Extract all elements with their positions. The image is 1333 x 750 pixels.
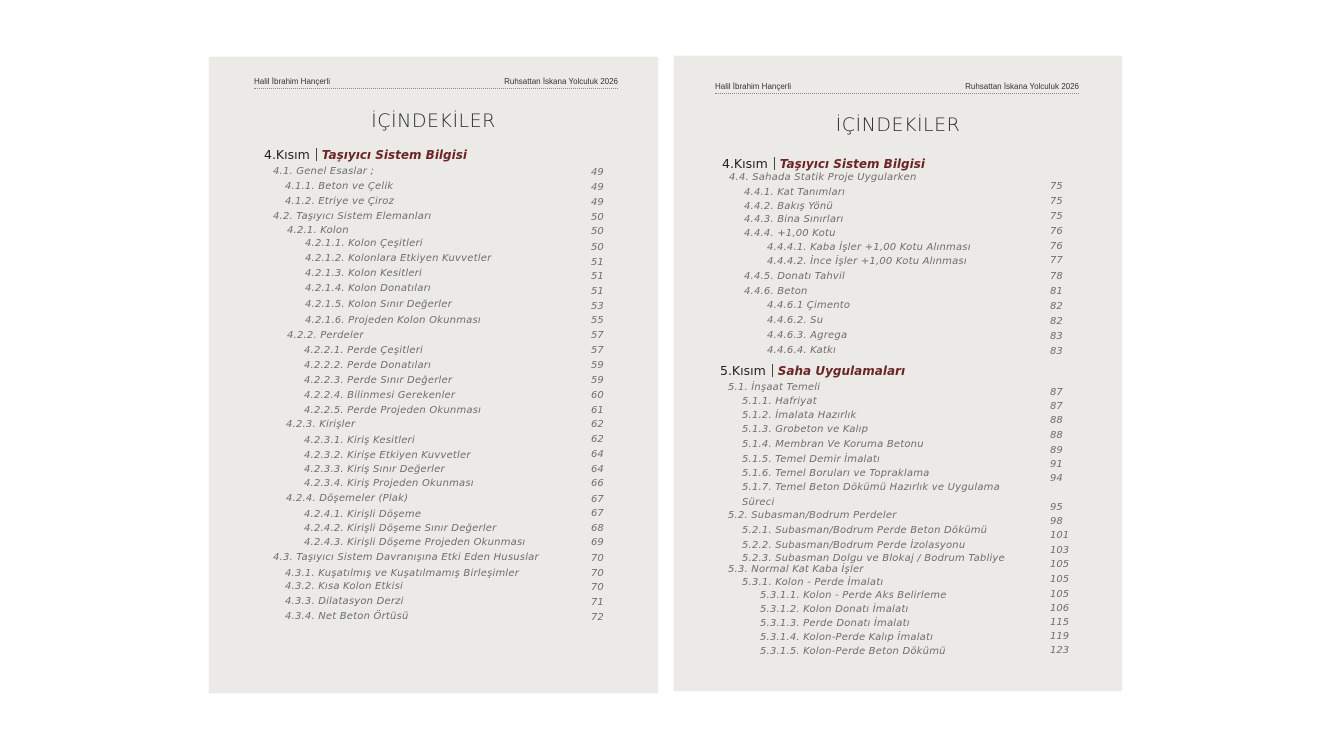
toc-entry: 4.4.6. Beton [744,286,808,297]
toc-page-number: 64 [591,449,604,460]
toc-entry: 4.2.2. Perdeler [287,330,364,341]
toc-page-number: 70 [591,582,604,593]
toc-entry: 5.1.1. Hafriyat [742,396,817,407]
toc-entry: 4.2.3.4. Kiriş Projeden Okunması [304,478,474,489]
toc-entry: 4.2.1.2. Kolonlara Etkiyen Kuvvetler [305,253,492,264]
part-heading [720,363,905,378]
toc-page-number: 49 [591,197,604,208]
toc-page-number: 115 [1050,617,1070,628]
toc-page-number: 101 [1050,530,1070,541]
part-label: 4.Kısım [722,156,768,171]
toc-page-number: 105 [1050,574,1070,585]
part-divider [316,148,317,161]
toc-page-number: 106 [1050,603,1070,614]
toc-entry: 4.3.1. Kuşatılmış ve Kuşatılmamış Birleşimler [285,568,520,579]
toc-entry: 5.3.1.3. Perde Donatı İmalatı [760,618,910,629]
toc-entry: 4.4.3. Bina Sınırları [744,214,844,225]
toc-page-number: 71 [591,597,604,608]
toc-page-number: 75 [1050,196,1063,207]
toc-page-number: 57 [591,345,604,356]
toc-entry: Süreci [742,497,775,508]
part-title: Saha Uygulamaları [777,364,906,378]
header-divider [254,88,618,89]
toc-entry: 4.2.1.3. Kolon Kesitleri [305,268,422,279]
toc-entry: 4.2. Taşıyıcı Sistem Elemanları [273,211,432,222]
toc-entry: 4.4.5. Donatı Tahvil [744,271,845,282]
toc-page-number: 83 [1050,331,1063,342]
toc-entry: 4.2.4.2. Kirişli Döşeme Sınır Değerler [304,523,497,534]
toc-page-number: 91 [1050,459,1063,470]
part-label: 4.Kısım [264,147,310,162]
toc-entry: 4.4.6.4. Katkı [767,345,836,356]
toc-entry: 4.4.4.2. İnce İşler +1,00 Kotu Alınması [767,256,967,267]
toc-page-number: 69 [591,537,604,548]
toc-entry: 4.4.1. Kat Tanımları [744,187,846,198]
toc-entry: 4.2.3.2. Kirişe Etkiyen Kuvvetler [304,450,471,461]
toc-entry: 5.3.1.1. Kolon - Perde Aks Belirleme [760,590,947,601]
toc-entry: 5.1.7. Temel Beton Dökümü Hazırlık ve Uygulama [742,482,1000,493]
toc-entry: 4.4.2. Bakış Yönü [744,201,833,212]
toc-page-number: 89 [1050,445,1063,456]
toc-entry: 5.1.3. Grobeton ve Kalıp [742,424,869,435]
toc-entry: 5.3.1.4. Kolon-Perde Kalıp İmalatı [760,632,934,643]
toc-page-number: 83 [1050,346,1063,357]
toc-page-number: 72 [591,612,604,623]
toc-page-number: 70 [591,568,604,579]
toc-entry: 4.4.4. +1,00 Kotu [744,228,836,239]
toc-entry: 4.4.6.1 Çimento [767,300,851,311]
toc-page-number: 103 [1050,545,1070,556]
toc-entry: 4.2.4. Döşemeler (Plak) [286,493,409,504]
header-author: Halil İbrahim Hançerli [715,82,792,91]
toc-page-number: 60 [591,390,604,401]
toc-page-number: 94 [1050,473,1063,484]
toc-page-number: 59 [591,375,604,386]
toc-entry: 4.3.2. Kısa Kolon Etkisi [285,581,403,592]
toc-entry: 4.2.2.1. Perde Çeşitleri [304,345,423,356]
page-title: İÇİNDEKİLER [371,110,496,132]
part-title: Taşıyıcı Sistem Bilgisi [321,148,468,162]
toc-entry: 4.2.2.5. Perde Projeden Okunması [304,405,482,416]
header-book-title: Ruhsattan İskana Yolculuk 2026 [504,77,618,86]
toc-entry: 5.3. Normal Kat Kaba İşler [728,564,864,575]
toc-entry: 4.4.6.2. Su [767,315,824,326]
toc-entry: 5.2.3. Subasman Dolgu ve Blokaj / Bodrum Tabliye [742,553,1005,564]
toc-page-number: 87 [1050,387,1063,398]
part-divider [774,157,775,170]
toc-entry: 5.1. İnşaat Temeli [728,382,821,393]
toc-entry: 5.3.1. Kolon - Perde İmalatı [742,577,884,588]
part-label: 5.Kısım [720,363,766,378]
toc-entry: 4.2.1.5. Kolon Sınır Değerler [305,299,452,310]
part-heading [264,147,467,162]
toc-page-number: 49 [591,182,604,193]
part-title: Taşıyıcı Sistem Bilgisi [779,157,926,171]
toc-page-number: 49 [591,167,604,178]
toc-entry: 4.2.1.6. Projeden Kolon Okunması [305,315,481,326]
toc-page-number: 87 [1050,401,1063,412]
toc-entry: 5.2.2. Subasman/Bodrum Perde İzolasyonu [742,540,966,551]
toc-page-number: 51 [591,271,604,282]
toc-page-right [674,56,1122,691]
toc-page-number: 82 [1050,301,1063,312]
toc-entry: 4.2.4.3. Kirişli Döşeme Projeden Okunması [304,537,526,548]
toc-page-number: 67 [591,508,604,519]
toc-page-number: 66 [591,478,604,489]
toc-entry: 5.2.1. Subasman/Bodrum Perde Beton Dökümü [742,525,988,536]
toc-entry: 4.2.1. Kolon [287,225,349,236]
toc-entry: 4.2.3.1. Kiriş Kesitleri [304,435,415,446]
toc-page-number: 51 [591,286,604,297]
toc-entry: 4.2.3. Kirişler [286,419,356,430]
page-title: İÇİNDEKİLER [835,114,961,136]
toc-page-number: 81 [1050,286,1063,297]
toc-page-number: 78 [1050,271,1063,282]
toc-entry: 4.3.4. Net Beton Örtüsü [285,611,409,622]
toc-entry: 5.1.6. Temel Boruları ve Topraklama [742,468,930,479]
toc-entry: 4.3. Taşıyıcı Sistem Davranışına Etki Eden Hususlar [273,552,539,563]
toc-page-number: 105 [1050,559,1070,570]
toc-entry: 4.2.2.3. Perde Sınır Değerler [304,375,453,386]
toc-entry: 4.3.3. Dilatasyon Derzi [285,596,404,607]
toc-page-left [209,57,658,693]
part-heading [722,156,925,171]
toc-entry: 5.1.2. İmalata Hazırlık [742,410,857,421]
toc-entry: 5.1.4. Membran Ve Koruma Betonu [742,439,924,450]
toc-entry: 4.2.4.1. Kirişli Döşeme [304,509,422,520]
toc-entry: 4.4. Sahada Statik Proje Uygularken [729,172,917,183]
toc-page-number: 50 [591,226,604,237]
toc-page-number: 62 [591,434,604,445]
toc-page-number: 105 [1050,589,1070,600]
toc-page-number: 62 [591,419,604,430]
toc-page-number: 82 [1050,316,1063,327]
header-book-title: Ruhsattan İskana Yolculuk 2026 [965,82,1079,91]
toc-entry: 4.1. Genel Esaslar ; [273,166,375,177]
toc-page-number: 50 [591,242,604,253]
toc-entry: 5.2. Subasman/Bodrum Perdeler [728,510,897,521]
toc-page-number: 67 [591,494,604,505]
toc-page-number: 88 [1050,430,1063,441]
toc-page-number: 64 [591,464,604,475]
toc-entry: 4.1.1. Beton ve Çelik [285,181,394,192]
toc-entry: 4.2.1.4. Kolon Donatıları [305,283,431,294]
toc-page-number: 88 [1050,415,1063,426]
toc-page-number: 51 [591,257,604,268]
toc-entry: 4.1.2. Etriye ve Çiroz [285,196,395,207]
toc-page-number: 77 [1050,255,1063,266]
toc-page-number: 55 [591,315,604,326]
toc-page-number: 75 [1050,211,1063,222]
toc-entry: 5.3.1.2. Kolon Donatı İmalatı [760,604,909,615]
toc-page-number: 59 [591,360,604,371]
toc-entry: 5.3.1.5. Kolon-Perde Beton Dökümü [760,646,946,657]
toc-page-number: 76 [1050,226,1063,237]
toc-page-number: 53 [591,301,604,312]
toc-entry: 4.2.2.4. Bilinmesi Gerekenler [304,390,456,401]
toc-page-number: 123 [1050,645,1070,656]
toc-entry: 4.4.6.3. Agrega [767,330,848,341]
header-divider [715,93,1079,94]
header-author: Halil İbrahim Hançerli [254,77,331,86]
toc-page-number: 57 [591,330,604,341]
toc-entry: 4.2.1.1. Kolon Çeşitleri [305,238,423,249]
toc-entry: 4.4.4.1. Kaba İşler +1,00 Kotu Alınması [767,242,971,253]
toc-page-number: 76 [1050,241,1063,252]
part-divider [772,364,773,377]
toc-page-number: 50 [591,212,604,223]
toc-entry: 4.2.2.2. Perde Donatıları [304,360,432,371]
toc-page-number: 68 [591,523,604,534]
toc-entry: 4.2.3.3. Kiriş Sınır Değerler [304,464,445,475]
toc-page-number: 75 [1050,181,1063,192]
toc-page-number: 119 [1050,631,1070,642]
toc-page-number: 98 [1050,516,1063,527]
toc-page-number: 95 [1050,502,1063,513]
toc-entry: 5.1.5. Temel Demir İmalatı [742,454,880,465]
toc-page-number: 61 [591,405,604,416]
toc-page-number: 70 [591,553,604,564]
